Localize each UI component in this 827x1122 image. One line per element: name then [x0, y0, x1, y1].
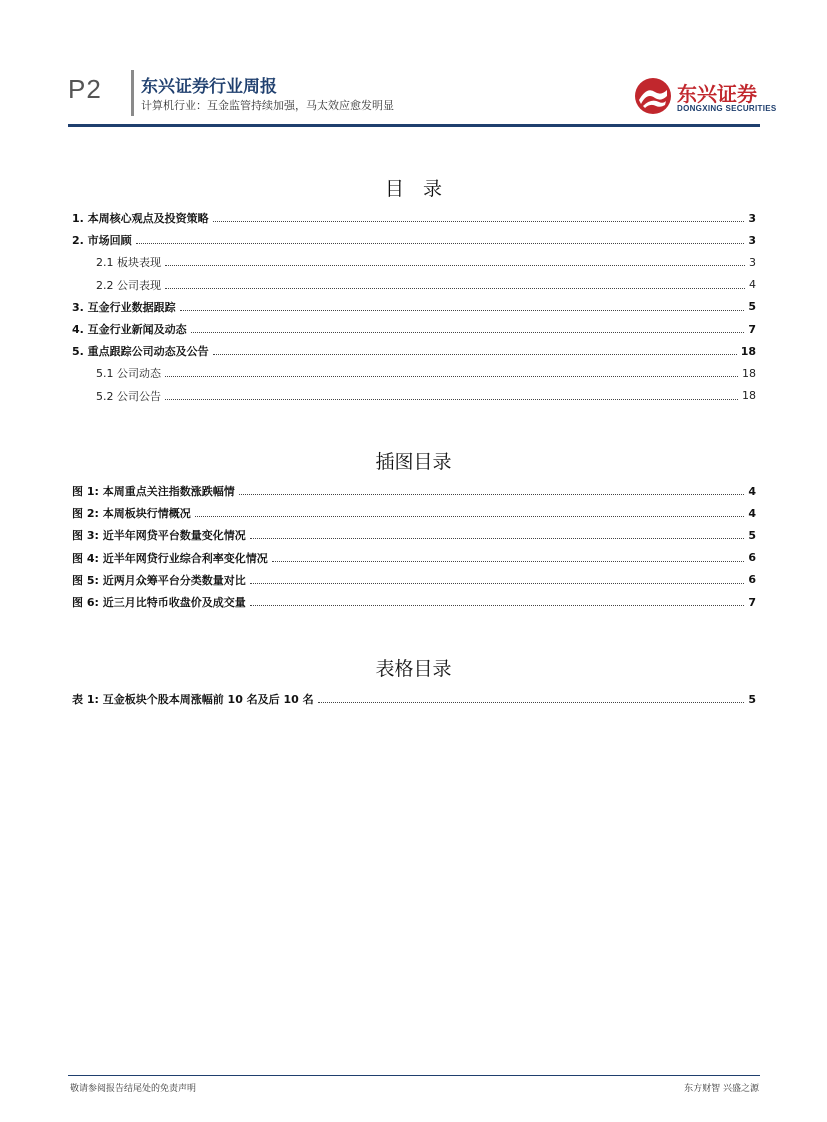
figure-entry[interactable] — [72, 569, 756, 591]
toc-entry-page: 3 — [748, 233, 756, 247]
toc-entry-label: 2. 市场回顾 — [72, 234, 132, 248]
figure-entry-label: 图 5: 近两月众筹平台分类数量对比 — [72, 573, 246, 587]
toc-entry[interactable] — [72, 251, 756, 273]
figure-entry-page: 6 — [748, 551, 756, 565]
figure-entry-label: 图 1: 本周重点关注指数涨跌幅情 — [72, 485, 235, 499]
tables-title: 表格目录 — [375, 658, 452, 680]
figure-entry-label: 图 6: 近三月比特币收盘价及成交量 — [72, 596, 246, 610]
dot-leader — [318, 701, 745, 703]
figure-entry[interactable] — [72, 547, 756, 569]
toc-entry[interactable] — [72, 229, 756, 251]
figure-entry-label: 图 4: 近半年网贷行业综合利率变化情况 — [72, 551, 268, 565]
report-subtitle: 计算机行业：互金监管持续加强，马太效应愈发明显 — [141, 99, 394, 112]
dot-leader — [250, 537, 745, 539]
toc-entry-page: 3 — [749, 255, 756, 269]
figure-entry[interactable] — [72, 480, 756, 502]
toc-entry[interactable] — [72, 296, 756, 318]
toc-entry-page: 18 — [742, 366, 756, 380]
dot-leader — [213, 353, 737, 355]
toc-entry-page: 7 — [748, 322, 756, 336]
dot-leader — [180, 309, 745, 311]
company-slogan: 东方财智 兴盛之源 — [684, 1084, 759, 1094]
report-title: 东兴证券行业周报 — [141, 77, 277, 97]
figures-list — [72, 480, 756, 613]
dot-leader — [165, 398, 738, 400]
disclaimer-note: 敬请参阅报告结尾处的免责声明 — [70, 1084, 197, 1094]
dot-leader — [191, 331, 745, 333]
toc-entry[interactable] — [72, 385, 756, 407]
toc-entry-page: 3 — [748, 211, 756, 225]
toc-entry[interactable] — [72, 362, 756, 384]
toc-list — [72, 207, 756, 407]
page-header — [0, 0, 827, 130]
toc-entry-page: 18 — [740, 344, 756, 358]
figure-entry-label: 图 2: 本周板块行情概况 — [72, 507, 191, 521]
toc-entry[interactable] — [72, 274, 756, 296]
toc-entry-label: 1. 本周核心观点及投资策略 — [72, 212, 209, 226]
page-number: P2 — [68, 74, 102, 104]
logo-icon — [633, 76, 673, 116]
figure-entry[interactable] — [72, 591, 756, 613]
company-logo — [633, 76, 777, 120]
figure-entry[interactable] — [72, 502, 756, 524]
dot-leader — [165, 375, 738, 377]
dot-leader — [165, 287, 745, 289]
dot-leader — [213, 220, 745, 222]
figure-entry[interactable] — [72, 524, 756, 546]
dot-leader — [272, 560, 745, 562]
toc-entry-label: 5.1 公司动态 — [96, 367, 161, 381]
dot-leader — [239, 493, 745, 495]
tables-list — [72, 688, 756, 710]
toc-entry-page: 5 — [748, 300, 756, 314]
dot-leader — [250, 604, 745, 606]
table-entry-label: 表 1: 互金板块个股本周涨幅前 10 名及后 10 名 — [72, 693, 314, 707]
table-entry-page: 5 — [748, 692, 756, 706]
toc-entry[interactable] — [72, 340, 756, 362]
dot-leader — [195, 515, 745, 517]
header-rule — [68, 124, 760, 127]
logo-text-cn: 东兴证券 — [677, 82, 757, 106]
figure-entry-page: 4 — [748, 484, 756, 498]
logo-text-en: DONGXING SECURITIES — [677, 104, 777, 113]
toc-entry-label: 4. 互金行业新闻及动态 — [72, 323, 187, 337]
figure-entry-page: 6 — [748, 573, 756, 587]
dot-leader — [250, 582, 745, 584]
toc-entry-label: 2.2 公司表现 — [96, 278, 161, 292]
figure-entry-label: 图 3: 近半年网贷平台数量变化情况 — [72, 529, 246, 543]
toc-entry[interactable] — [72, 207, 756, 229]
toc-entry-label: 5.2 公司公告 — [96, 389, 161, 403]
figure-entry-page: 7 — [748, 595, 756, 609]
footer-rule — [68, 1075, 760, 1076]
toc-entry-label: 2.1 板块表现 — [96, 256, 161, 270]
toc-entry-label: 3. 互金行业数据跟踪 — [72, 300, 176, 314]
toc-entry[interactable] — [72, 318, 756, 340]
table-entry[interactable] — [72, 688, 756, 710]
toc-title: 目 录 — [384, 178, 442, 200]
header-divider — [131, 70, 134, 116]
toc-entry-label: 5. 重点跟踪公司动态及公告 — [72, 345, 209, 359]
figures-title: 插图目录 — [375, 451, 452, 473]
toc-entry-page: 18 — [742, 389, 756, 403]
dot-leader — [136, 242, 745, 244]
dot-leader — [165, 264, 745, 266]
toc-entry-page: 4 — [749, 278, 756, 292]
figure-entry-page: 5 — [748, 528, 756, 542]
figure-entry-page: 4 — [748, 506, 756, 520]
